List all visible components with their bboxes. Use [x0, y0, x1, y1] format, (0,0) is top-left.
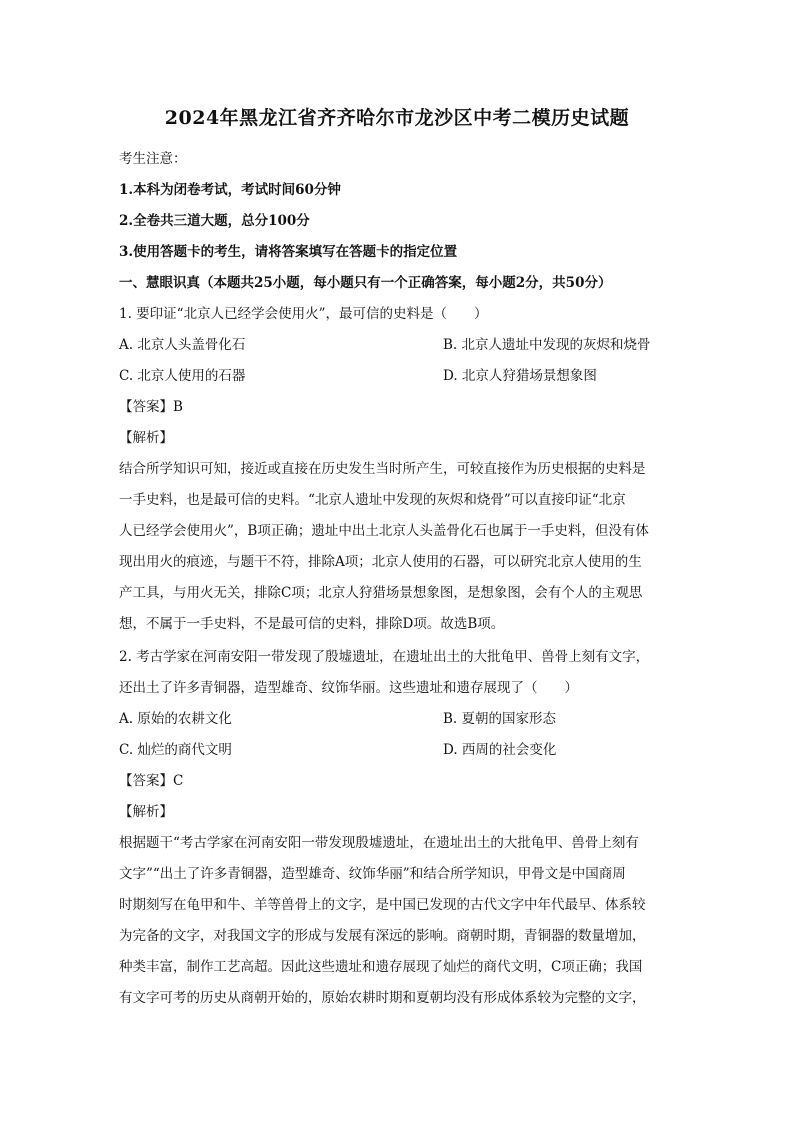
page-title: 2024年黑龙江省齐齐哈尔市龙沙区中考二模历史试题 [164, 107, 630, 129]
option-b: B. 北京人遗址中发现的灰烬和烧骨 [443, 337, 651, 353]
option-c: C. 灿烂的商代文明 [119, 742, 232, 758]
notice-item: 1.本科为闭卷考试，考试时间60分钟 [119, 182, 341, 198]
analysis-line: 文字”“出土了许多青铜器，造型雄奇、纹饰华丽”和结合所学知识，甲骨文是中国商周 [119, 866, 626, 882]
question-stem: 还出土了许多青铜器，造型雄奇、纹饰华丽。这些遗址和遗存展现了（ ） [119, 680, 578, 696]
analysis-line: 现出用火的痕迹，与题干不符，排除A项；北京人使用的石器，可以研究北京人使用的生 [119, 554, 642, 570]
option-d: D. 北京人狩猎场景想象图 [443, 368, 597, 384]
analysis-line: 根据题干“考古学家在河南安阳一带发现殷墟遗址，在遗址出土的大批龟甲、兽骨上刻有 [119, 835, 639, 851]
analysis-line: 有文字可考的历史从商朝开始的，原始农耕时期和夏朝均没有形成体系较为完整的文字， [119, 990, 646, 1006]
answer-label: 【答案】B [119, 399, 183, 415]
analysis-line: 结合所学知识可知，接近或直接在历史发生当时所产生，可较直接作为历史根据的史料是 [119, 461, 646, 477]
analysis-line: 种类丰富，制作工艺高超。因此这些遗址和遗存展现了灿烂的商代文明，C项正确；我国 [119, 959, 643, 975]
notice-item: 3.使用答题卡的考生，请将答案填写在答题卡的指定位置 [119, 244, 458, 260]
analysis-label: 【解析】 [119, 430, 173, 446]
section-heading: 一、慧眼识真（本题共25小题，每小题只有一个正确答案，每小题2分，共50分） [119, 275, 612, 291]
notice-item: 2.全卷共三道大题，总分100分 [119, 213, 310, 229]
option-d: D. 西周的社会变化 [443, 742, 557, 758]
option-c: C. 北京人使用的石器 [119, 368, 246, 384]
option-a: A. 北京人头盖骨化石 [119, 337, 246, 353]
analysis-line: 产工具，与用火无关，排除C项；北京人狩猎场景想象图，是想象图，会有个人的主观思 [119, 585, 643, 601]
analysis-line: 想，不属于一手史料，不是最可信的史料，排除D项。故选B项。 [119, 616, 505, 632]
analysis-line: 一手史料，也是最可信的史料。“北京人遗址中发现的灰烬和烧骨”可以直接印证“北京 [119, 492, 626, 508]
analysis-line: 为完备的文字，对我国文字的形成与发展有深远的影响。商朝时期，青铜器的数量增加， [119, 928, 646, 944]
question-stem: 2. 考古学家在河南安阳一带发现了殷墟遗址，在遗址出土的大批龟甲、兽骨上刻有文字， [119, 649, 650, 665]
answer-label: 【答案】C [119, 773, 184, 789]
notice-heading: 考生注意： [119, 151, 187, 167]
analysis-line: 人已经学会使用火”，B项正确；遗址中出土北京人头盖骨化石也属于一手史料，但没有体 [119, 523, 649, 539]
option-a: A. 原始的农耕文化 [119, 711, 232, 727]
option-b: B. 夏朝的国家形态 [443, 711, 557, 727]
question-stem: 1. 要印证“北京人已经学会使用火”，最可信的史料是（ ） [119, 306, 488, 322]
analysis-line: 时期刻写在龟甲和牛、羊等兽骨上的文字，是中国已发现的古代文字中年代最早、体系较 [119, 897, 646, 913]
analysis-label: 【解析】 [119, 804, 173, 820]
